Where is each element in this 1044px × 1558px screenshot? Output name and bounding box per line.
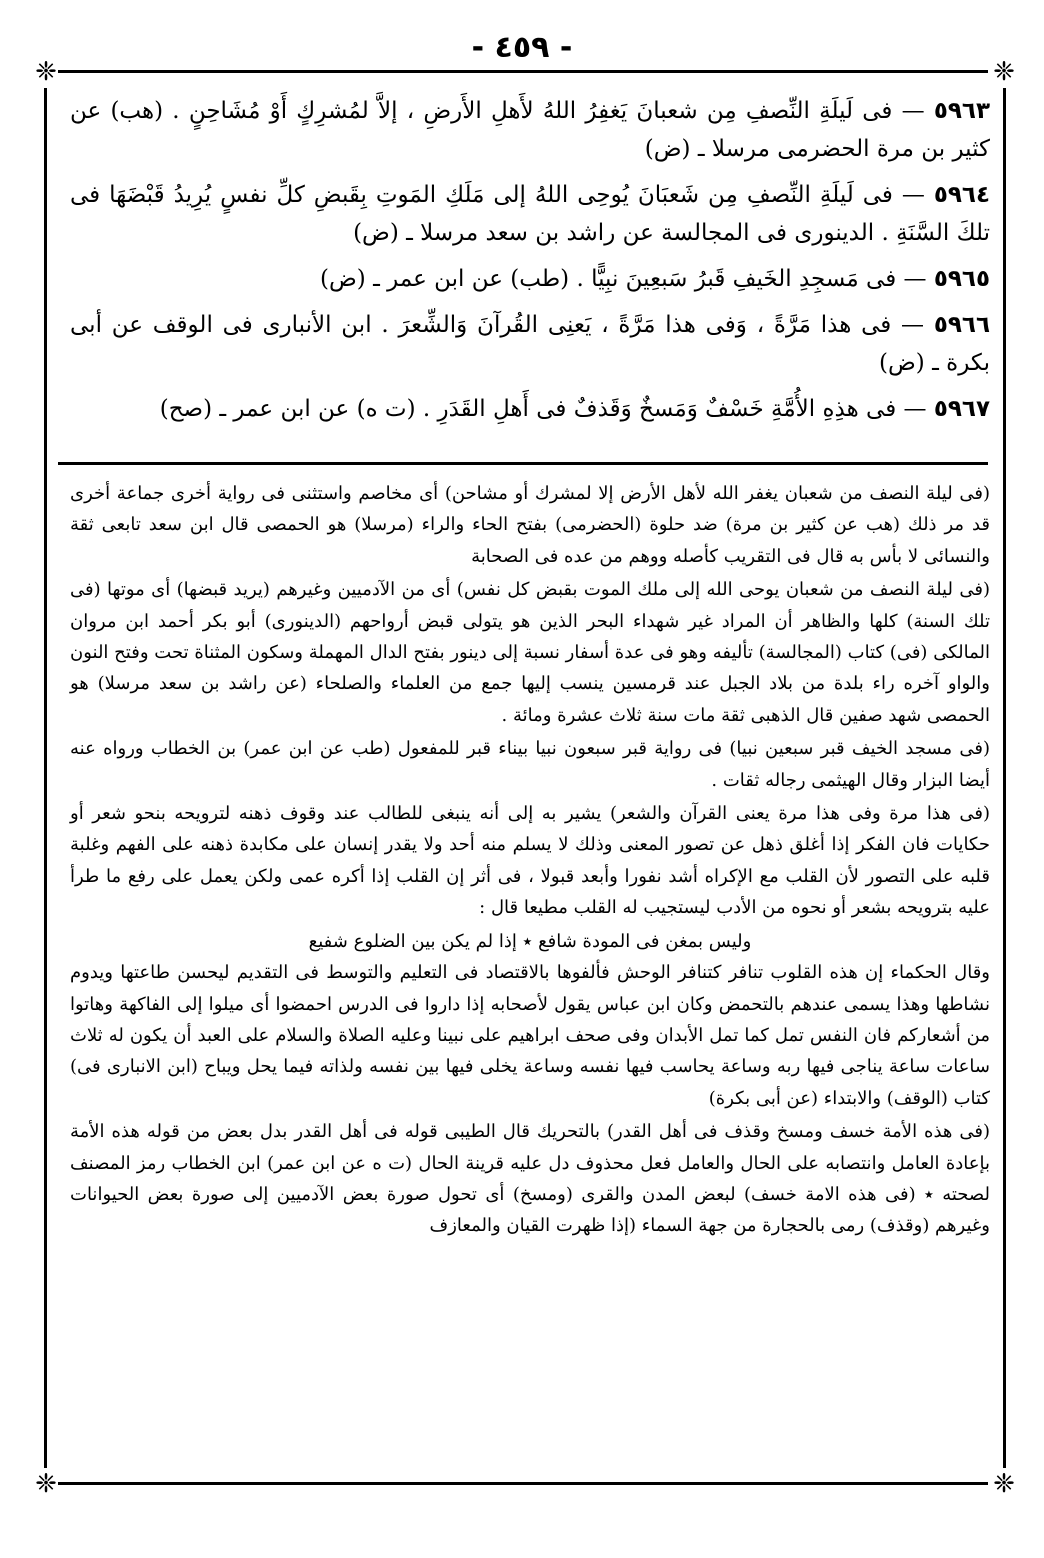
corner-ornament-bottom-right: ❈ [993,1469,1015,1499]
page-number: - ٤٥٩ - [471,30,573,65]
hadith-text: — فى هذا مَرَّةً ، وَفى هذا مَرَّةً ، يَعنِى القُرآنَ وَالشِّعرَ . ابن الأنبارى فى الوقف عن أبى بكرة ـ (ض) [70,312,990,376]
hadith-number: ٥٩٦٧ [933,396,990,422]
frame-top-line [58,70,988,73]
hadith-entry [70,92,990,168]
hadith-number: ٥٩٦٦ [933,312,990,338]
frame-right-line [1003,88,1006,1468]
hadith-entry [70,260,990,298]
hadith-number: ٥٩٦٤ [933,182,990,208]
hadith-entry [70,390,990,428]
hadith-text: — فى هذِهِ الأُمَّةِ خَسْفٌ وَمَسخٌ وَقَذفٌ فى أَهلِ القَدَرِ . (ت ه) عن ابن عمر ـ (صح) [159,396,927,422]
section-separator [58,462,988,465]
frame-left-line [44,88,47,1468]
commentary-paragraph: (فى هذا مرة وفى هذا مرة يعنى القرآن والشعر) يشير به إلى أنه ينبغى للطالب عند وقوف ذهنه لترويحه بنحو شعر أو حكايات فان الفكر إذا أغلق ذهل عن تصور المعنى وذلك لا يسلم منه أحد ولا يقدر إنسان على مكابدة ذهنه على الفهم وغلبة قلبه على التصور لأن القلب مع الإكراه أشد نفورا وأبعد قبولا ، فى أثر إن القلب إذا أكره عمى ولكن يعمل على رفع ما طرأ عليه بترويحه بشعر أو نحوه من الأدب ليستجيب له القلب مطيعا قال : [70,803,990,919]
hadith-text: — فى لَيلَةِ النِّصفِ مِن شَعبَانَ يُوحِى اللهُ إلى مَلَكِ المَوتِ بِقَبضِ كلِّ نفسٍ يُرِيدُ قَبْضَهَا فى تلكَ السَّنَةِ . الدينورى فى المجالسة عن راشد بن سعد مرسلا ـ (ض) [70,182,990,246]
hadith-text: — فى لَيلَةِ النِّصفِ مِن شعبانَ يَغفِرُ اللهُ لأَهلِ الأَرضِ ، إلاَّ لمُشرِكٍ أَوْ مُشَاحِنٍ . (هب) عن كثير بن مرة الحضرمى مرسلا ـ (ض) [70,98,990,162]
corner-ornament-bottom-left: ❈ [35,1469,57,1499]
commentary-section [70,478,990,1244]
commentary-paragraph: (فى ليلة النصف من شعبان يوحى الله إلى ملك الموت بقبض كل نفس) أى من الآدميين وغيرهم (يريد قبضها) أى موتها (فى تلك السنة) كلها والظاهر أن المراد غير شهداء البحر الذين هو يتولى قبض أرواحهم (الدينورى) أبو بكر أحمد ابن مروان المالكى (فى) كتاب (المجالسة) تأليفه وهو فى عدة أسفار نسبة إلى دينور بفتح الدال المهملة وسكون المثناة تحت وفتح النون والواو آخره راء بلدة من بلاد الجبل عند قرمسين ينسب إليها جمع من العلماء والصلحاء (عن راشد بن سعد مرسلا) هو الحمصى شهد صفين قال الذهبى ثقة مات سنة ثلاث عشرة ومائة . [70,579,990,726]
hadith-number: ٥٩٦٥ [933,266,990,292]
frame-bottom-line [58,1482,988,1485]
hadith-entry [70,306,990,382]
hadith-text: — فى مَسجِدِ الخَيفِ قَبرُ سَبعِينَ نبِيًّا . (طب) عن ابن عمر ـ (ض) [320,266,927,292]
hadith-entry [70,176,990,252]
commentary-paragraph: (فى هذه الأمة خسف ومسخ وقذف فى أهل القدر) بالتحريك قال الطيبى قوله فى أهل القدر بدل بعض من قوله هذه الأمة بإعادة العامل وانتصابه على الحال والعامل فعل محذوف دل عليه قرينة الحال (ت ه عن ابن عمر) ابن الخطاب رمز المصنف لصحته ٭ (فى هذه الامة خسف) لبعض المدن والقرى (ومسخ) أى تحول صورة بعض الآدميين إلى صورة بعض الحيوانات وغيرهم (وقذف) رمى بالحجارة من جهة السماء (إذا ظهرت القيان والمعازف [70,1121,991,1237]
corner-ornament-top-left: ❈ [35,57,57,87]
commentary-paragraph: (فى مسجد الخيف قبر سبعين نبيا) فى رواية قبر سبعون نبيا بيناء قبر للمفعول (طب عن ابن عمر) بن الخطاب ورواه عنه أيضا البزار وقال الهيثمى رجاله ثقات . [70,738,990,791]
commentary-paragraph: وقال الحكماء إن هذه القلوب تنافر كتنافر الوحش فألفوها بالاقتصاد فى التعليم والتوسط فى التقديم ليحسن طاعتها ويدوم نشاطها وهذا يسمى عندهم بالتحمض وكان ابن عباس يقول لأصحابه إذا داروا فى الدرس احمضوا أى ميلوا إلى الفاكهة وهاتوا من أشعاركم فان النفس تمل كما تمل الأبدان وفى صحف ابراهيم على نبينا وعليه الصلاة والسلام على العبد أن يكون له ثلاث ساعات ساعة يناجى فيها ربه وساعة يحاسب فيها نفسه وساعة يخلى فيها بين نفسه ولذاته فيما يحل ويباح (ابن الانبارى فى) كتاب (الوقف) والابتداء (عن أبى بكرة) [70,962,990,1109]
hadith-number: ٥٩٦٣ [933,98,990,124]
corner-ornament-top-right: ❈ [993,57,1015,87]
hadith-list [70,92,990,436]
commentary-paragraph: (فى ليلة النصف من شعبان يغفر الله لأهل الأرض إلا لمشرك أو مشاحن) أى مخاصم واستثنى فى رواية أخرى جماعة أخرى قد مر ذلك (هب عن كثير بن مرة) ضد حلوة (الحضرمى) بفتح الحاء والراء (مرسلا) هو الحمصى قال ابن سعد تابعى ثقة والنسائى لا بأس به قال فى التقريب كأصله ووهم من عده فى الصحابة [70,483,991,567]
poetry-verse: وليس بمغن فى المودة شافع ٭ إذا لم يكن بين الضلوع شفيع [308,930,752,952]
